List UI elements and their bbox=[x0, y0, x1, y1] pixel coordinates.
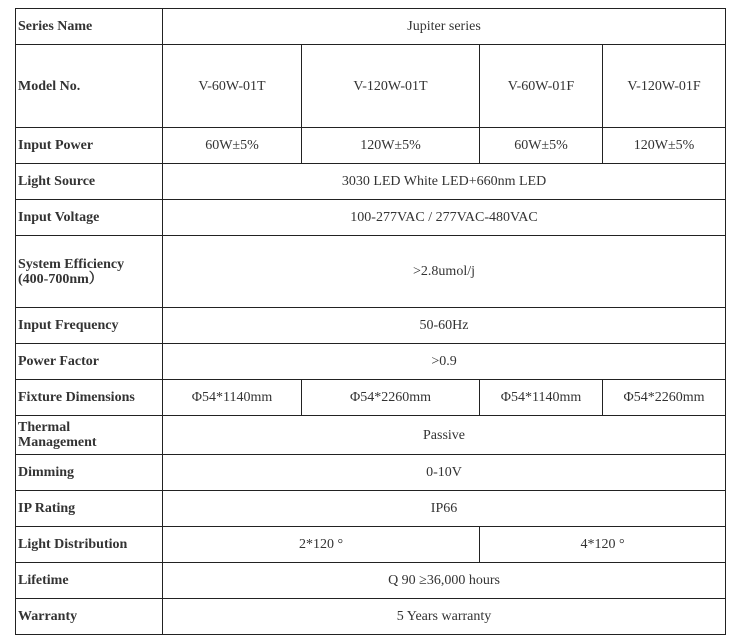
label-input-power: Input Power bbox=[16, 128, 163, 164]
label-lifetime: Lifetime bbox=[16, 563, 163, 599]
value-ip-rating: IP66 bbox=[163, 491, 726, 527]
row-warranty bbox=[16, 599, 726, 635]
value-input-voltage: 100-277VAC / 277VAC-480VAC bbox=[163, 200, 726, 236]
model-value: V-60W-01T bbox=[163, 45, 302, 128]
value-input-frequency: 50-60Hz bbox=[163, 308, 726, 344]
value-series-name: Jupiter series bbox=[163, 9, 726, 45]
label-thermal-line1: Thermal bbox=[18, 420, 71, 435]
row-fixture-dimensions bbox=[16, 380, 726, 416]
input-power-value: 120W±5% bbox=[603, 128, 726, 164]
value-system-efficiency: >2.8umol/j bbox=[163, 236, 726, 308]
row-thermal-management bbox=[16, 416, 726, 455]
row-light-source bbox=[16, 164, 726, 200]
label-power-factor: Power Factor bbox=[16, 344, 163, 380]
row-power-factor bbox=[16, 344, 726, 380]
row-input-voltage bbox=[16, 200, 726, 236]
input-power-value: 60W±5% bbox=[480, 128, 603, 164]
value-power-factor: >0.9 bbox=[163, 344, 726, 380]
row-ip-rating bbox=[16, 491, 726, 527]
label-thermal-management bbox=[16, 416, 163, 455]
value-dimming: 0-10V bbox=[163, 455, 726, 491]
spec-table bbox=[15, 8, 726, 635]
model-value: V-120W-01F bbox=[603, 45, 726, 128]
label-model-no: Model No. bbox=[16, 45, 163, 128]
label-fixture-dimensions: Fixture Dimensions bbox=[16, 380, 163, 416]
label-dimming: Dimming bbox=[16, 455, 163, 491]
label-warranty: Warranty bbox=[16, 599, 163, 635]
input-power-value: 60W±5% bbox=[163, 128, 302, 164]
row-model-no bbox=[16, 45, 726, 128]
model-value: V-120W-01T bbox=[302, 45, 480, 128]
row-dimming bbox=[16, 455, 726, 491]
fixture-dimension-value: Φ54*1140mm bbox=[480, 380, 603, 416]
label-system-efficiency-line2: (400-700nm） bbox=[18, 271, 103, 287]
fixture-dimension-value: Φ54*1140mm bbox=[163, 380, 302, 416]
row-series-name bbox=[16, 9, 726, 45]
value-thermal-management: Passive bbox=[163, 416, 726, 455]
row-light-distribution bbox=[16, 527, 726, 563]
model-value: V-60W-01F bbox=[480, 45, 603, 128]
label-input-frequency: Input Frequency bbox=[16, 308, 163, 344]
row-system-efficiency bbox=[16, 236, 726, 308]
value-light-source: 3030 LED White LED+660nm LED bbox=[163, 164, 726, 200]
label-light-source: Light Source bbox=[16, 164, 163, 200]
label-system-efficiency-line1: System Efficiency bbox=[18, 256, 125, 272]
light-distribution-value: 2*120 ° bbox=[163, 527, 480, 563]
label-light-distribution: Light Distribution bbox=[16, 527, 163, 563]
label-thermal-line2: Management bbox=[18, 435, 97, 450]
fixture-dimension-value: Φ54*2260mm bbox=[603, 380, 726, 416]
row-lifetime bbox=[16, 563, 726, 599]
label-series-name: Series Name bbox=[16, 9, 163, 45]
row-input-frequency bbox=[16, 308, 726, 344]
label-system-efficiency bbox=[16, 236, 163, 308]
value-warranty: 5 Years warranty bbox=[163, 599, 726, 635]
row-input-power bbox=[16, 128, 726, 164]
light-distribution-value: 4*120 ° bbox=[480, 527, 726, 563]
value-lifetime: Q 90 ≥36,000 hours bbox=[163, 563, 726, 599]
fixture-dimension-value: Φ54*2260mm bbox=[302, 380, 480, 416]
label-input-voltage: Input Voltage bbox=[16, 200, 163, 236]
label-ip-rating: IP Rating bbox=[16, 491, 163, 527]
input-power-value: 120W±5% bbox=[302, 128, 480, 164]
